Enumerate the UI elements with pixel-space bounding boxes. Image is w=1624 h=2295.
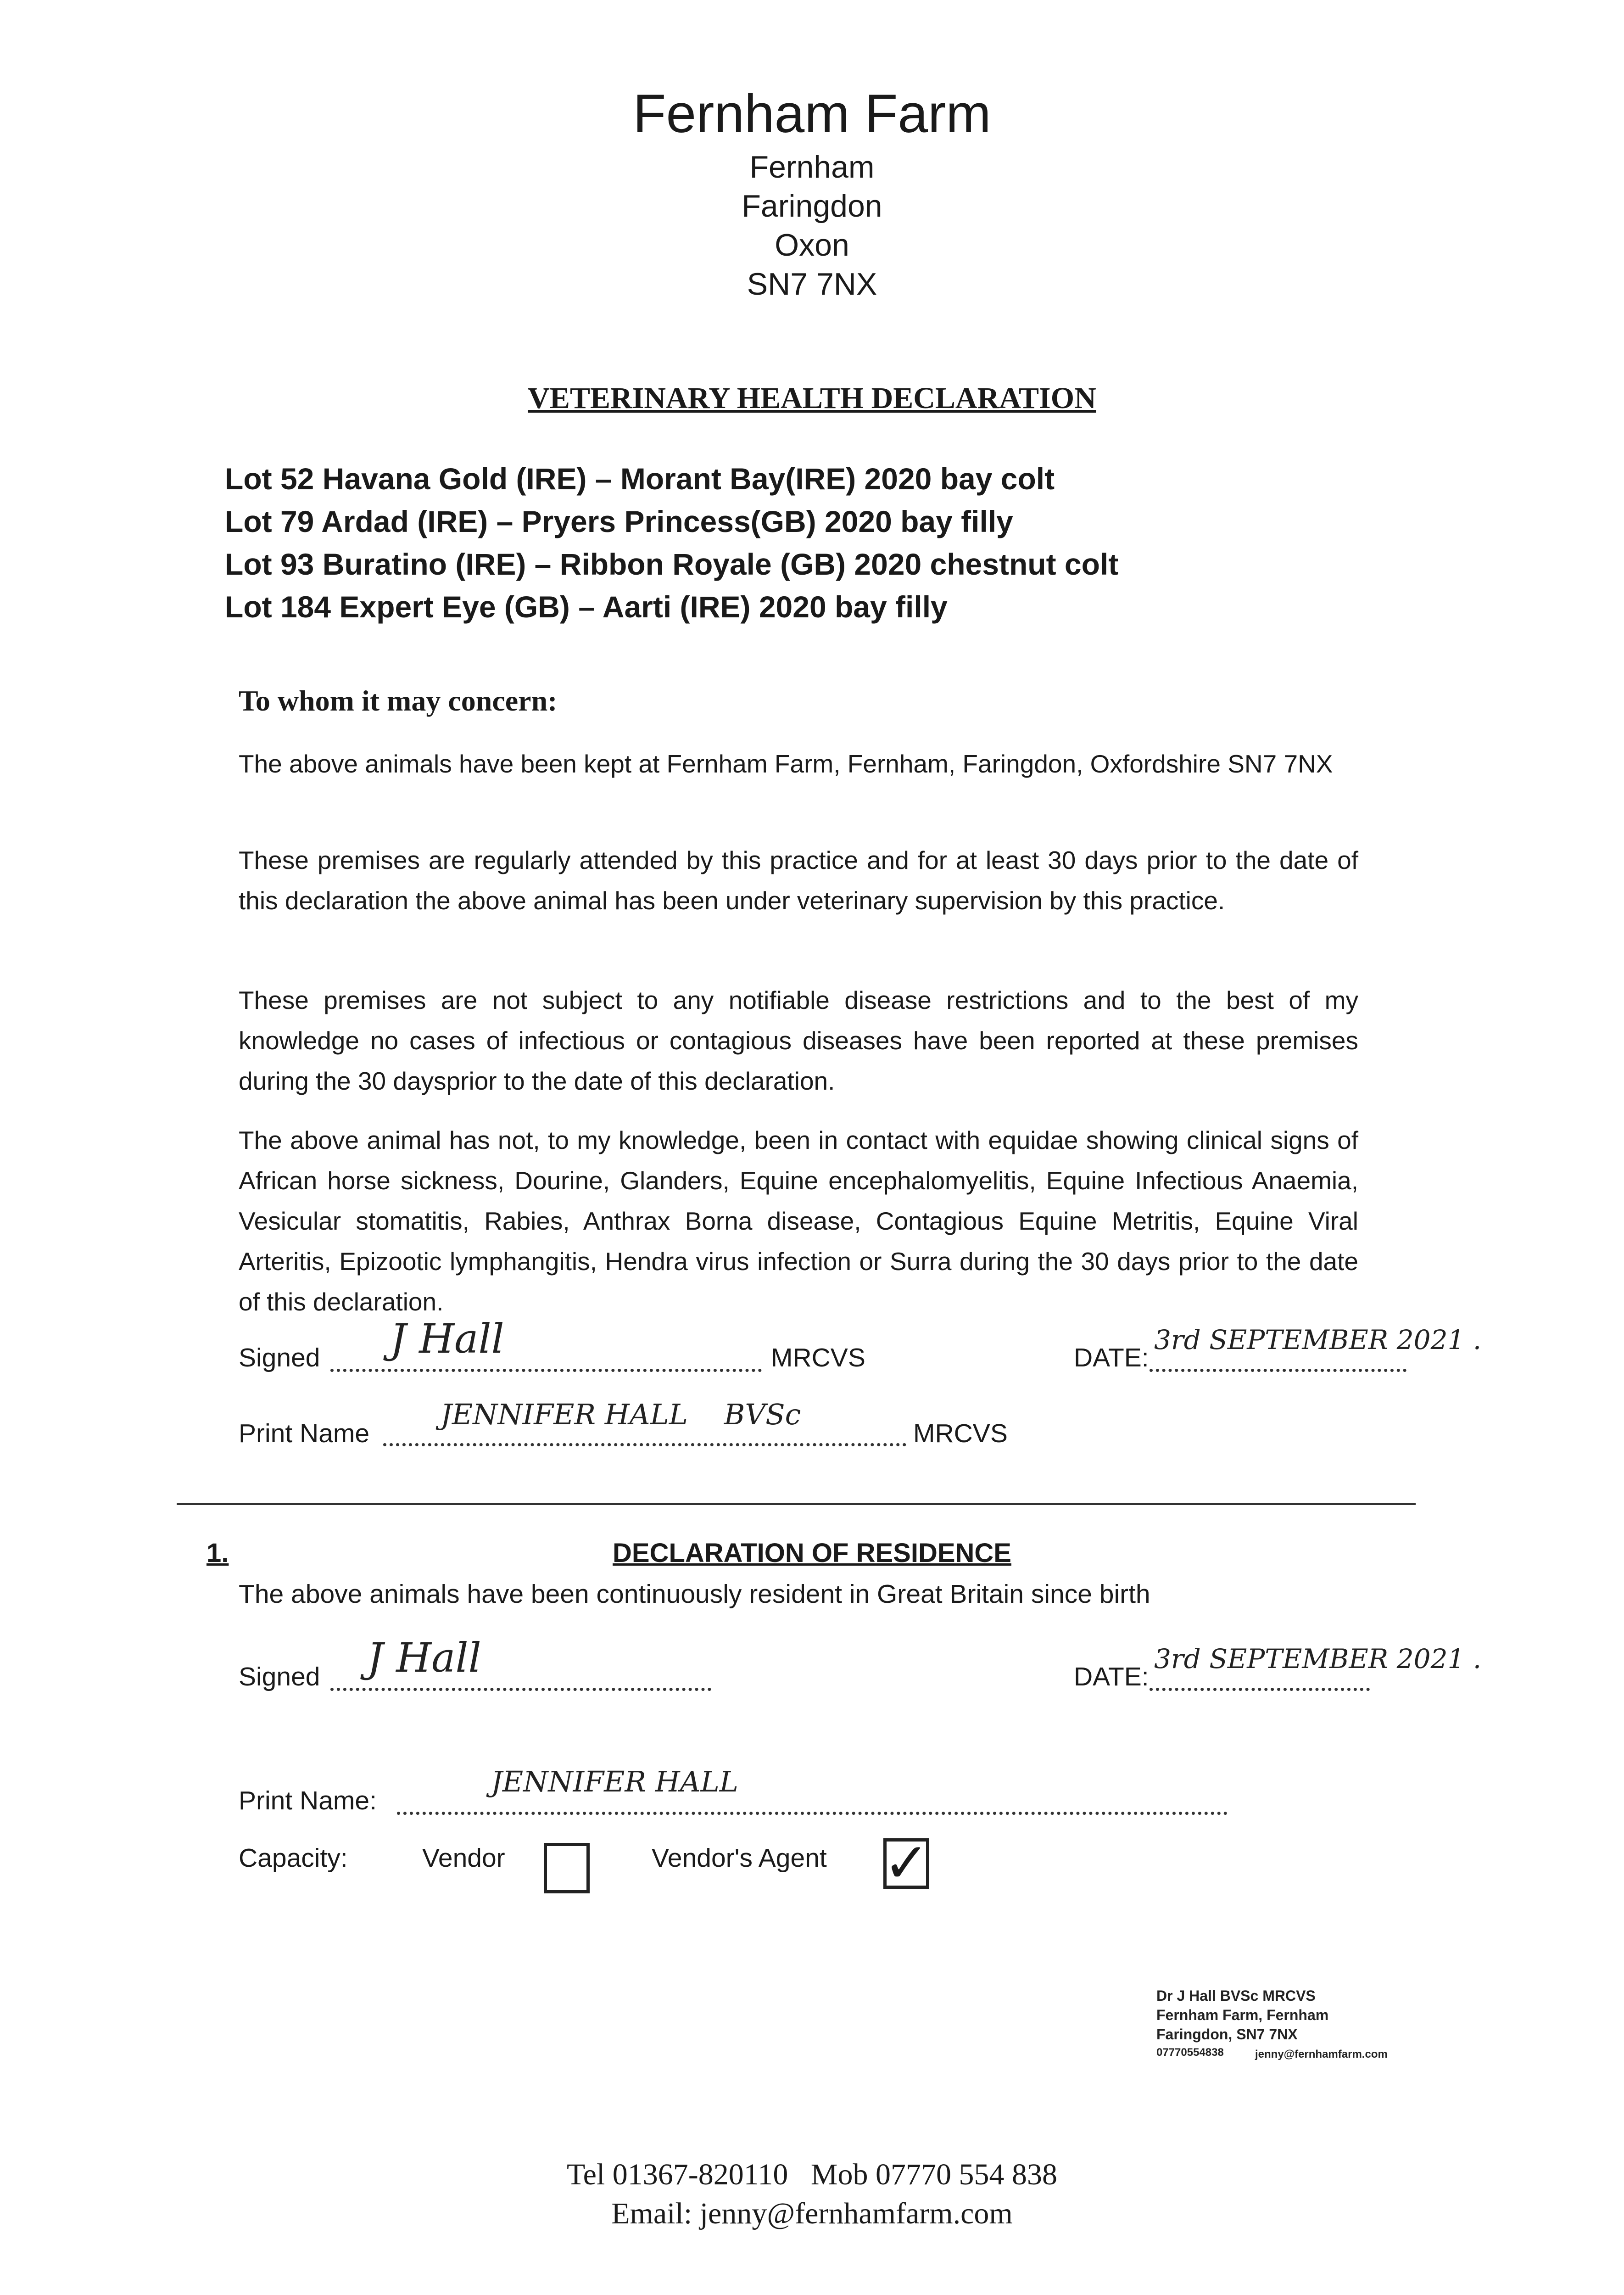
declaration-title: VETERINARY HEALTH DECLARATION <box>528 381 1096 415</box>
residence-signed-label: Signed <box>239 1662 320 1691</box>
stamp-email: jenny@fernhamfarm.com <box>1255 2048 1388 2060</box>
vendor-agent-label: Vendor's Agent <box>652 1843 827 1873</box>
footer-phones: Tel 01367-820110 Mob 07770 554 838 <box>566 2158 1058 2191</box>
mrcvs-label-2: MRCVS <box>913 1419 1008 1448</box>
signature: J Hall <box>390 1315 504 1362</box>
paragraph: The above animal has not, to my knowledge, been in contact with equidae showing clinical signs of African horse sickness, Dourine, Glanders, Equine encephalomyelitis, Equine Infectious Anaemia, Vesicular stomatitis, Rabies, Anthrax Borna disease, Contagious Equine Metritis, Equine Viral Arteritis, Epizootic lymphangitis, Hendra virus infection or Surra during the 30 days prior to the date of this declaration. <box>239 1126 1358 1316</box>
address-line-1: Fernham <box>749 150 875 185</box>
stamp-line: Dr J Hall BVSc MRCVS <box>1156 1987 1316 2004</box>
stamp-phone: 07770554838 <box>1156 2046 1224 2059</box>
address-line-3: Oxon <box>775 228 849 263</box>
mrcvs-label: MRCVS <box>771 1343 865 1372</box>
paragraph: These premises are not subject to any notifiable disease restrictions and to the best of my knowledge no cases of infectious or contagious diseases have been reported at these premises during the 30 daysprior to the date of this declaration. <box>239 986 1358 1095</box>
print-name-value: JENNIFER HALL BVSc <box>441 1398 801 1431</box>
print-name-label: Print Name <box>239 1419 370 1448</box>
lot-line: Lot 93 Buratino (IRE) – Ribbon Royale (GB) 2020 chestnut colt <box>225 547 1119 581</box>
residence-title: DECLARATION OF RESIDENCE <box>613 1538 1011 1568</box>
paragraph: These premises are regularly attended by this practice and for at least 30 days prior to the date of this declaration the above animal has been under veterinary supervision by this practice. <box>239 846 1358 915</box>
residence-signature: J Hall <box>367 1634 481 1681</box>
address-line-4: SN7 7NX <box>747 267 877 302</box>
vendor-label: Vendor <box>422 1843 505 1873</box>
checkmark-icon: ✓ <box>883 1833 930 1894</box>
section-number: 1. <box>206 1538 229 1568</box>
stamp-line: Fernham Farm, Fernham <box>1156 2007 1329 2023</box>
residence-date-value: 3rd SEPTEMBER 2021 . <box>1154 1643 1482 1674</box>
divider <box>177 1503 1416 1505</box>
address-line-2: Faringdon <box>742 189 882 224</box>
residence-date-label: DATE: <box>1074 1662 1149 1691</box>
date-label: DATE: <box>1074 1343 1149 1372</box>
capacity-label: Capacity: <box>239 1843 348 1873</box>
lot-line: Lot 184 Expert Eye (GB) – Aarti (IRE) 2020 bay filly <box>225 590 948 624</box>
stamp-line: Faringdon, SN7 7NX <box>1156 2026 1298 2043</box>
lot-line: Lot 79 Ardad (IRE) – Pryers Princess(GB) 2020 bay filly <box>225 504 1013 538</box>
date-value: 3rd SEPTEMBER 2021 . <box>1154 1324 1482 1355</box>
residence-print-value: JENNIFER HALL <box>491 1765 738 1798</box>
salutation: To whom it may concern: <box>239 684 558 717</box>
residence-text: The above animals have been continuously resident in Great Britain since birth <box>239 1579 1150 1609</box>
vendor-checkbox[interactable] <box>544 1843 590 1893</box>
farm-name: Fernham Farm <box>633 84 991 144</box>
signed-label: Signed <box>239 1343 320 1372</box>
paragraph: The above animals have been kept at Fernham Farm, Fernham, Faringdon, Oxfordshire SN7 7NX <box>239 750 1333 778</box>
residence-print-label: Print Name: <box>239 1786 377 1815</box>
lot-line: Lot 52 Havana Gold (IRE) – Morant Bay(IRE) 2020 bay colt <box>225 462 1055 496</box>
footer-email: Email: jenny@fernhamfarm.com <box>611 2197 1013 2230</box>
